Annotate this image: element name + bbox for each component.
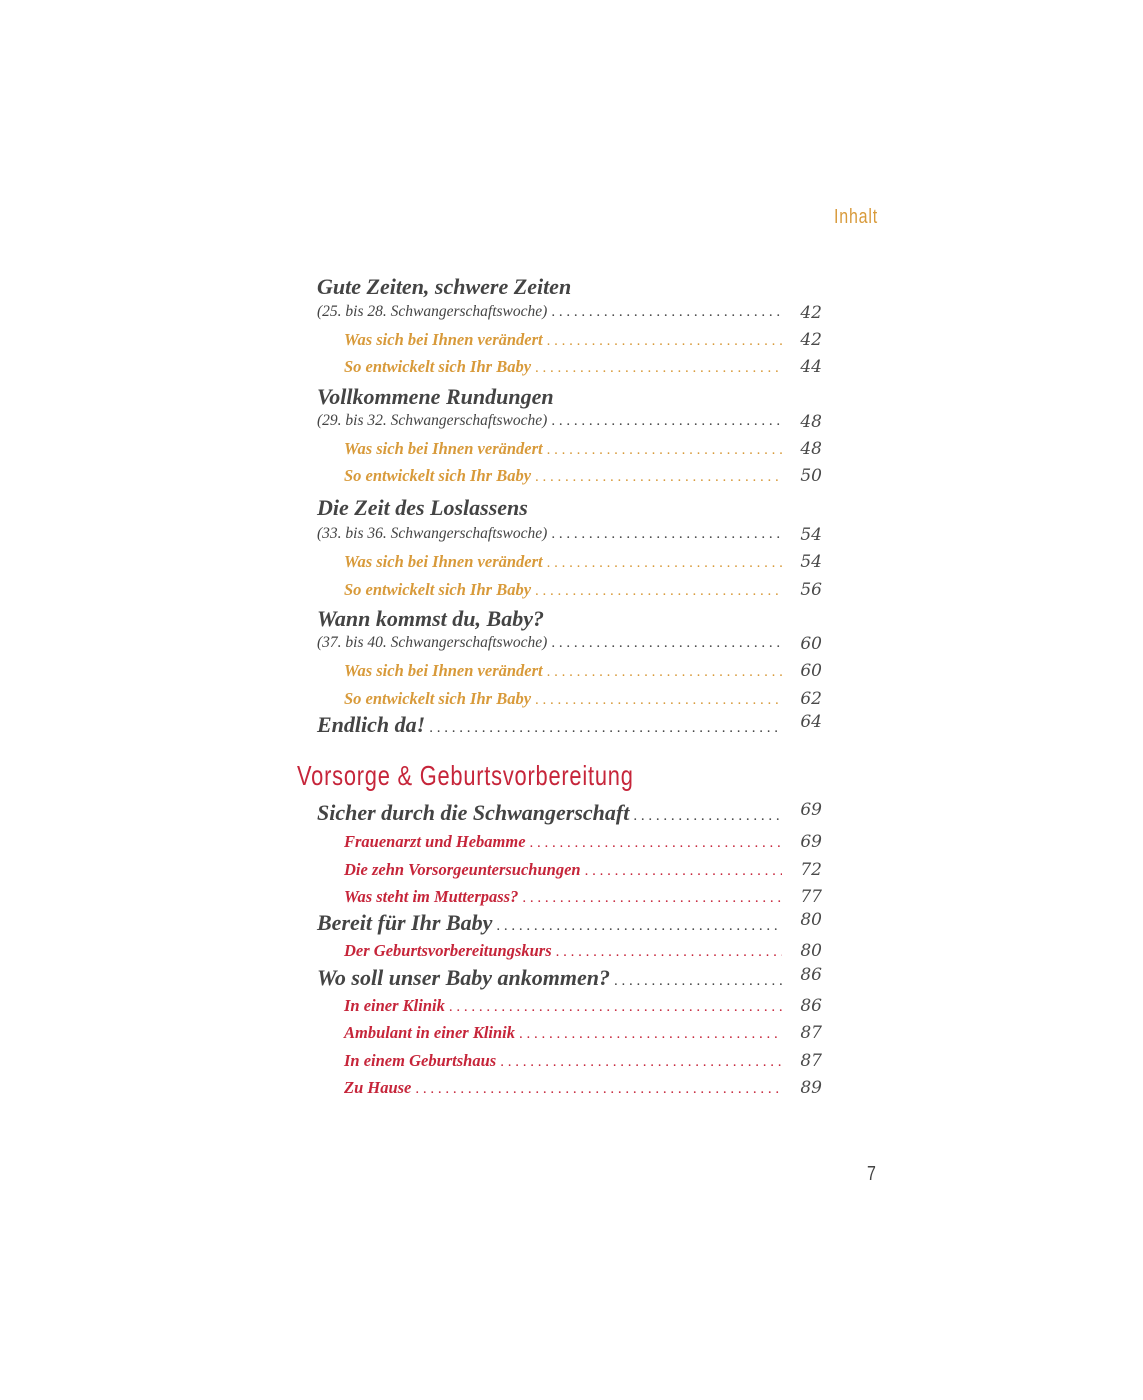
toc-entry-title: So entwickelt sich Ihr Baby — [344, 580, 532, 599]
toc-page-number: 69 — [800, 832, 822, 852]
leader-dots — [551, 635, 782, 652]
toc-entry-title: Ambulant in einer Klinik — [344, 1023, 516, 1042]
leader-dots — [556, 944, 782, 961]
toc-entry[interactable] — [344, 941, 822, 961]
toc-entry-title: Zu Hause — [344, 1078, 412, 1097]
toc-chapter[interactable] — [317, 606, 788, 632]
toc-page-number: 54 — [800, 552, 822, 572]
toc-page-number: 86 — [800, 996, 822, 1016]
toc-page-number: 87 — [800, 1051, 822, 1071]
toc-entry[interactable] — [344, 1078, 822, 1098]
toc-entry[interactable] — [344, 887, 822, 907]
leader-dots — [449, 999, 782, 1016]
toc-entry-title: So entwickelt sich Ihr Baby — [344, 357, 532, 376]
toc-entry[interactable] — [317, 303, 822, 323]
leader-dots — [547, 664, 782, 681]
toc-page-number: 42 — [800, 330, 822, 350]
running-header: Inhalt — [834, 206, 878, 228]
toc-entry[interactable] — [317, 525, 822, 545]
toc-entry[interactable] — [344, 1023, 822, 1043]
toc-page-number: 50 — [800, 466, 822, 486]
toc-entry[interactable] — [344, 357, 822, 377]
leader-dots — [585, 863, 782, 880]
toc-page-number: 77 — [800, 887, 822, 907]
toc-entry[interactable] — [344, 996, 822, 1016]
toc-page-number: 89 — [800, 1078, 822, 1098]
toc-chapter[interactable] — [317, 274, 788, 300]
leader-dots — [535, 692, 782, 709]
toc-entry-title: Was sich bei Ihnen verändert — [344, 552, 543, 571]
leader-dots — [429, 720, 782, 737]
leader-dots — [535, 469, 782, 486]
toc-page-number: 72 — [800, 860, 822, 880]
leader-dots — [547, 442, 782, 459]
toc-page-number: 86 — [800, 965, 822, 985]
toc-entry[interactable] — [344, 661, 822, 681]
toc-page-number: 60 — [800, 661, 822, 681]
toc-entry-title: Was sich bei Ihnen verändert — [344, 661, 543, 680]
toc-page-number: 48 — [800, 439, 822, 459]
toc-chapter[interactable] — [317, 384, 788, 410]
toc-page-number: 42 — [800, 303, 822, 323]
toc-page-number: 80 — [800, 941, 822, 961]
toc-page-number: 62 — [800, 689, 822, 709]
toc-chapter[interactable] — [317, 910, 822, 936]
toc-entry-title: So entwickelt sich Ihr Baby — [344, 689, 532, 708]
toc-entry-title: Gute Zeiten, schwere Zeiten — [317, 274, 572, 299]
toc-page-number: 64 — [800, 712, 822, 732]
toc-entry[interactable] — [344, 552, 822, 572]
toc-entry[interactable] — [317, 412, 822, 432]
toc-entry-title: So entwickelt sich Ihr Baby — [344, 466, 532, 485]
toc-entry-title: In einer Klinik — [344, 996, 445, 1015]
toc-entry[interactable] — [344, 832, 822, 852]
leader-dots — [415, 1081, 782, 1098]
toc-entry[interactable] — [344, 860, 822, 880]
toc-entry-title: (29. bis 32. Schwangerschaftswoche) — [317, 412, 548, 429]
leader-dots — [535, 583, 782, 600]
toc-entry[interactable] — [344, 439, 822, 459]
toc-entry-title: Endlich da! — [317, 712, 426, 737]
toc-page-number: 56 — [800, 580, 822, 600]
toc-entry[interactable] — [344, 466, 822, 486]
leader-dots — [614, 973, 782, 990]
toc-entry-title: Wann kommst du, Baby? — [317, 606, 544, 631]
toc-entry-title: Frauenarzt und Hebamme — [344, 832, 526, 851]
toc-page-number: 87 — [800, 1023, 822, 1043]
leader-dots — [633, 808, 782, 825]
toc-chapter[interactable] — [317, 965, 822, 991]
toc-entry[interactable] — [344, 689, 822, 709]
leader-dots — [551, 304, 782, 321]
toc-entry-title: (25. bis 28. Schwangerschaftswoche) — [317, 303, 548, 320]
leader-dots — [530, 835, 782, 852]
toc-page-number: 60 — [800, 634, 822, 654]
toc-entry-title: Die zehn Vorsorgeuntersuchungen — [344, 860, 581, 879]
toc-entry[interactable] — [317, 634, 822, 654]
toc-page-number: 69 — [800, 800, 822, 820]
toc-chapter[interactable] — [317, 712, 822, 738]
toc-entry-title: Die Zeit des Loslassens — [317, 495, 528, 520]
toc-entry-title: Was sich bei Ihnen verändert — [344, 439, 543, 458]
leader-dots — [500, 1054, 782, 1071]
toc-entry-title: Was sich bei Ihnen verändert — [344, 330, 543, 349]
page-number: 7 — [867, 1163, 876, 1185]
leader-dots — [496, 918, 782, 935]
toc-chapter[interactable] — [317, 495, 788, 521]
toc-page-number: 48 — [800, 412, 822, 432]
toc-entry-title: (33. bis 36. Schwangerschaftswoche) — [317, 525, 548, 542]
toc-entry-title: (37. bis 40. Schwangerschaftswoche) — [317, 634, 548, 651]
toc-chapter[interactable] — [317, 800, 822, 826]
leader-dots — [519, 1026, 782, 1043]
toc-page-number: 80 — [800, 910, 822, 930]
toc-entry-title: Was steht im Mutterpass? — [344, 887, 519, 906]
toc-entry[interactable] — [344, 580, 822, 600]
leader-dots — [547, 333, 782, 350]
toc-entry-title: Bereit für Ihr Baby — [317, 910, 493, 935]
section-title: Vorsorge & Geburtsvorbereitung — [297, 760, 634, 791]
leader-dots — [547, 555, 782, 572]
leader-dots — [551, 413, 782, 430]
toc-entry[interactable] — [344, 1051, 822, 1071]
toc-entry-title: In einem Geburtshaus — [344, 1051, 497, 1070]
toc-entry-title: Sicher durch die Schwangerschaft — [317, 800, 630, 825]
toc-page-number: 54 — [800, 525, 822, 545]
leader-dots — [535, 360, 782, 377]
toc-entry[interactable] — [344, 330, 822, 350]
toc-entry-title: Der Geburtsvorbereitungskurs — [344, 941, 552, 960]
leader-dots — [522, 890, 782, 907]
toc-entry-title: Wo soll unser Baby ankommen? — [317, 965, 610, 990]
toc-entry-title: Vollkommene Rundungen — [317, 384, 554, 409]
toc-page-number: 44 — [800, 357, 822, 377]
leader-dots — [551, 526, 782, 543]
